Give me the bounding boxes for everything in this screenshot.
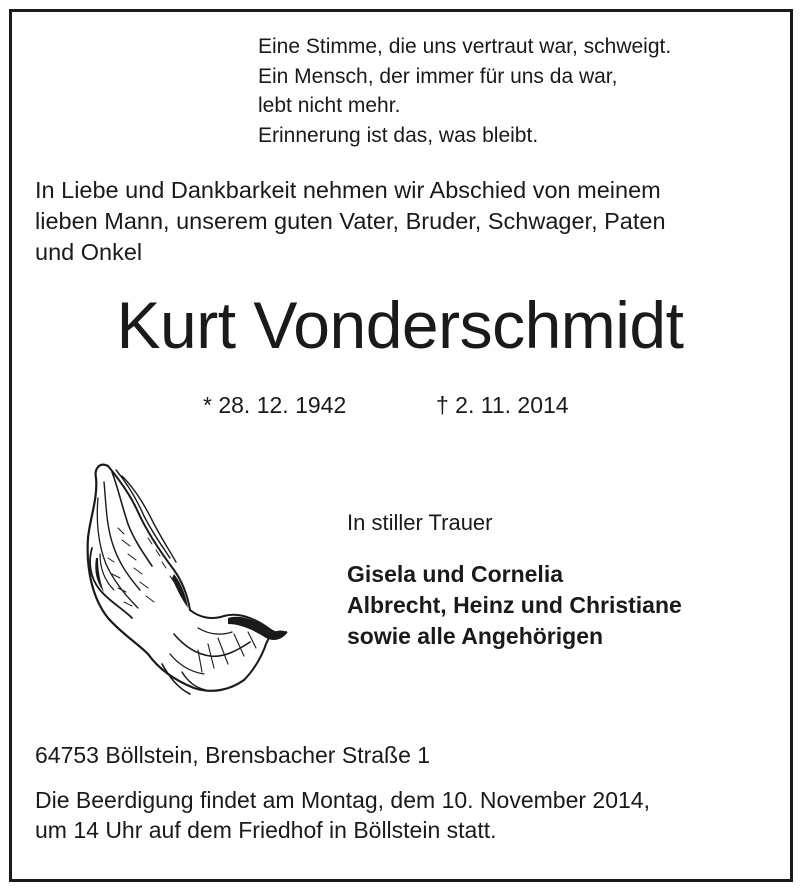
poem-line: lebt nicht mehr. (258, 94, 401, 117)
intro-line: lieben Mann, unserem guten Vater, Bruder, Schwager, Paten (35, 208, 666, 234)
funeral-notice (35, 785, 650, 845)
poem-line: Ein Mensch, der immer für uns da war, (258, 64, 618, 88)
birth-date: * 28. 12. 1942 (203, 392, 347, 418)
intro-line: und Onkel (35, 239, 143, 265)
mourner-line: sowie alle Angehörigen (347, 623, 604, 649)
poem (258, 32, 671, 150)
death-date: † 2. 11. 2014 (436, 392, 569, 418)
funeral-line: Die Beerdigung findet am Montag, dem 10. November 2014, (35, 787, 650, 813)
intro-line: In Liebe und Dankbarkeit nehmen wir Abschied von meinem (35, 177, 661, 203)
mourner-line: Albrecht, Heinz und Christiane (347, 592, 682, 618)
poem-line: Eine Stimme, die uns vertraut war, schweigt. (258, 35, 672, 58)
mourners-list (347, 559, 682, 652)
mourning-heading: In stiller Trauer (347, 510, 493, 535)
mourner-line: Gisela und Cornelia (347, 561, 563, 587)
deceased-name: Kurt Vonderschmidt (116, 288, 684, 362)
address: 64753 Böllstein, Brensbacher Straße 1 (35, 742, 431, 768)
intro-text (35, 175, 666, 268)
funeral-line: um 14 Uhr auf dem Friedhof in Böllstein statt. (35, 817, 497, 843)
poem-line: Erinnerung ist das, was bleibt. (258, 123, 539, 147)
praying-hands-icon (78, 458, 290, 698)
